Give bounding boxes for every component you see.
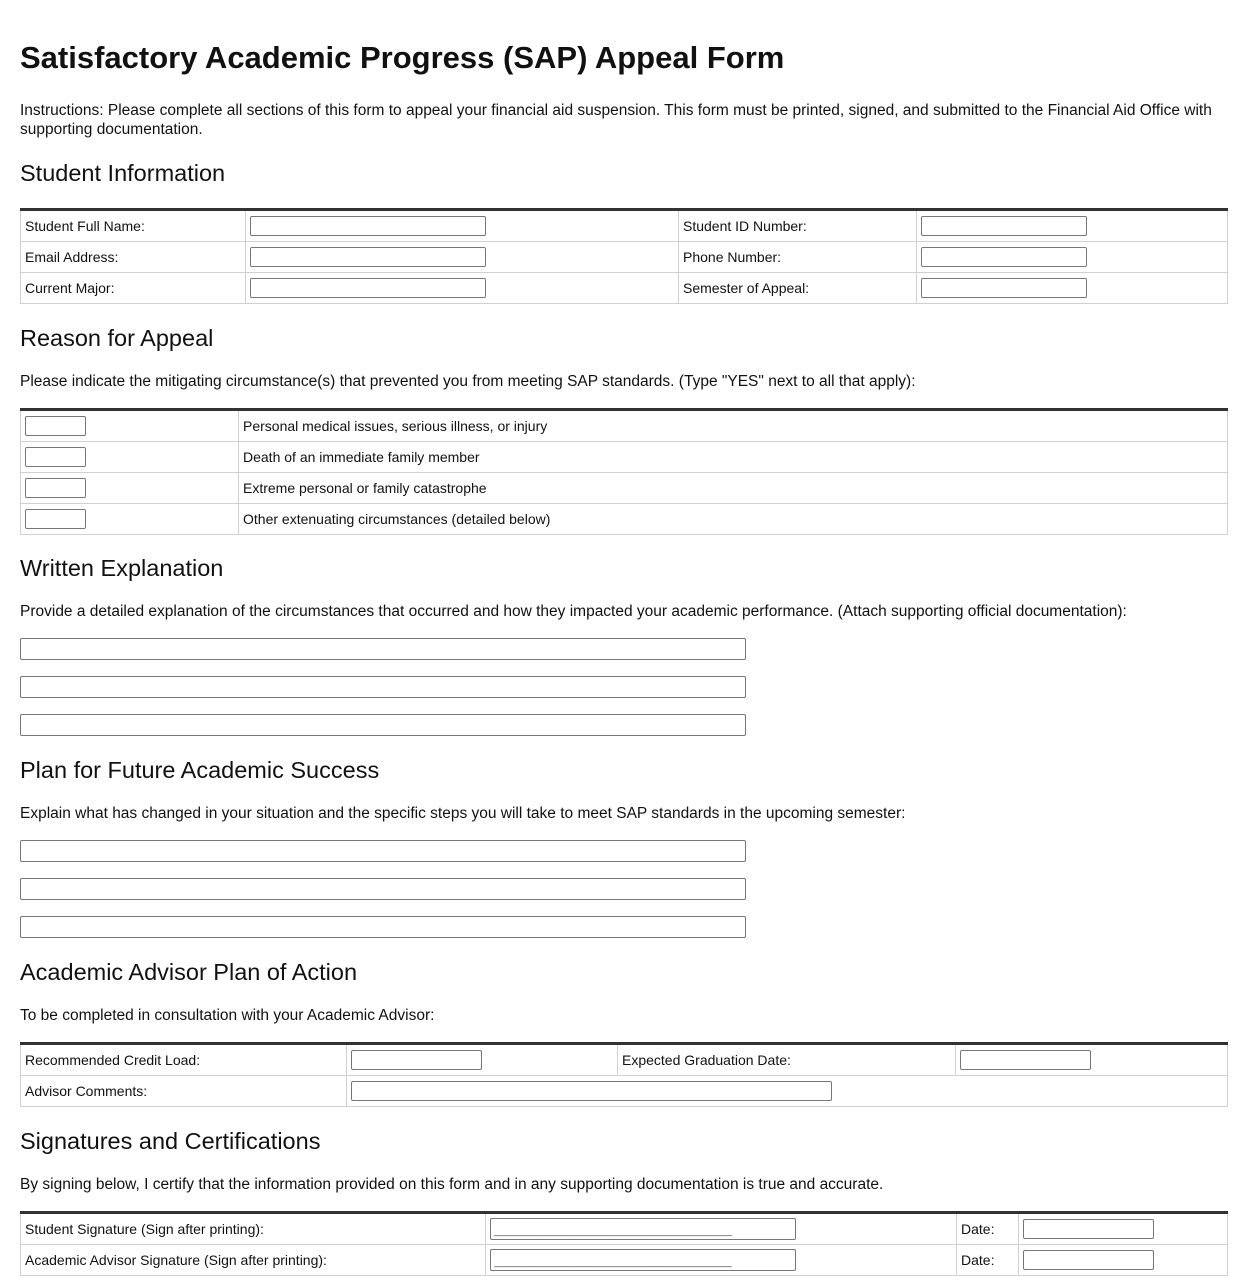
- table-row: [21, 504, 1228, 535]
- table-row: [21, 473, 1228, 504]
- explanation-line-3[interactable]: [20, 714, 746, 736]
- signatures-heading: Signatures and Certifications: [20, 1128, 321, 1154]
- reason-prompt: Please indicate the mitigating circumstance(s) that prevented you from meeting SAP standards. (Type "YES" next to all that apply):: [20, 373, 916, 390]
- semester-label: Semester of Appeal:: [679, 273, 917, 304]
- graduation-date-label: Expected Graduation Date:: [618, 1044, 956, 1076]
- reason-catastrophe-field[interactable]: [25, 478, 86, 498]
- advisor-date-label: Date:: [957, 1245, 1019, 1276]
- table-row: [21, 210, 1228, 242]
- semester-field[interactable]: [921, 278, 1087, 298]
- student-id-field[interactable]: [921, 216, 1087, 236]
- plan-line-1[interactable]: [20, 840, 746, 862]
- explanation-heading: Written Explanation: [20, 555, 224, 581]
- phone-label: Phone Number:: [679, 242, 917, 273]
- reason-other-field[interactable]: [25, 509, 86, 529]
- advisor-comments-field[interactable]: [351, 1081, 832, 1101]
- email-label: Email Address:: [21, 242, 246, 273]
- explanation-line-1[interactable]: [20, 638, 746, 660]
- reason-death-field[interactable]: [25, 447, 86, 467]
- student-signature-label: Student Signature (Sign after printing):: [21, 1213, 486, 1245]
- credit-load-label: Recommended Credit Load:: [21, 1044, 347, 1076]
- table-row: [21, 273, 1228, 304]
- reason-medical-field[interactable]: [25, 416, 86, 436]
- reason-option-label: Personal medical issues, serious illness, or injury: [239, 410, 1228, 442]
- advisor-heading: Academic Advisor Plan of Action: [20, 959, 358, 985]
- student-date-label: Date:: [957, 1213, 1019, 1245]
- graduation-date-field[interactable]: [960, 1050, 1091, 1070]
- page-title: Satisfactory Academic Progress (SAP) Appeal Form: [20, 40, 785, 75]
- signatures-table: [20, 1211, 1228, 1276]
- instructions-text: Instructions: Please complete all sections of this form to appeal your financial aid suspension. This form must be printed, signed, and submitted to the Financial Aid Office with supporting documentation.: [20, 102, 1212, 138]
- advisor-signature-label: Academic Advisor Signature (Sign after printing):: [21, 1245, 486, 1276]
- table-row: [21, 242, 1228, 273]
- reason-table: [20, 408, 1228, 535]
- email-field[interactable]: [250, 247, 486, 267]
- table-row: [21, 442, 1228, 473]
- student-signature-field[interactable]: _________________________________: [490, 1218, 796, 1240]
- reason-option-label: Other extenuating circumstances (detailed below): [239, 504, 1228, 535]
- table-row: [21, 1213, 1228, 1245]
- explanation-line-2[interactable]: [20, 676, 746, 698]
- plan-line-2[interactable]: [20, 878, 746, 900]
- advisor-prompt: To be completed in consultation with your Academic Advisor:: [20, 1007, 435, 1024]
- credit-load-field[interactable]: [351, 1050, 482, 1070]
- table-row: [21, 410, 1228, 442]
- student-date-field[interactable]: [1023, 1219, 1154, 1239]
- reason-option-label: Death of an immediate family member: [239, 442, 1228, 473]
- major-label: Current Major:: [21, 273, 246, 304]
- phone-field[interactable]: [921, 247, 1087, 267]
- student-info-heading: Student Information: [20, 160, 226, 186]
- full-name-label: Student Full Name:: [21, 210, 246, 242]
- table-row: [21, 1076, 1228, 1107]
- signatures-prompt: By signing below, I certify that the information provided on this form and in any supporting documentation is true and accurate.: [20, 1176, 884, 1193]
- advisor-table: [20, 1042, 1228, 1107]
- advisor-comments-label: Advisor Comments:: [21, 1076, 347, 1107]
- plan-prompt: Explain what has changed in your situation and the specific steps you will take to meet SAP standards in the upcoming semester:: [20, 805, 906, 822]
- advisor-signature-field[interactable]: _________________________________: [490, 1249, 796, 1271]
- advisor-date-field[interactable]: [1023, 1250, 1154, 1270]
- table-row: [21, 1044, 1228, 1076]
- major-field[interactable]: [250, 278, 486, 298]
- explanation-prompt: Provide a detailed explanation of the circumstances that occurred and how they impacted your academic performance. (Attach supporting official documentation):: [20, 603, 1127, 620]
- plan-line-3[interactable]: [20, 916, 746, 938]
- plan-heading: Plan for Future Academic Success: [20, 757, 380, 783]
- table-row: [21, 1245, 1228, 1276]
- full-name-field[interactable]: [250, 216, 486, 236]
- reason-heading: Reason for Appeal: [20, 325, 214, 351]
- student-id-label: Student ID Number:: [679, 210, 917, 242]
- student-info-table: [20, 208, 1228, 304]
- reason-option-label: Extreme personal or family catastrophe: [239, 473, 1228, 504]
